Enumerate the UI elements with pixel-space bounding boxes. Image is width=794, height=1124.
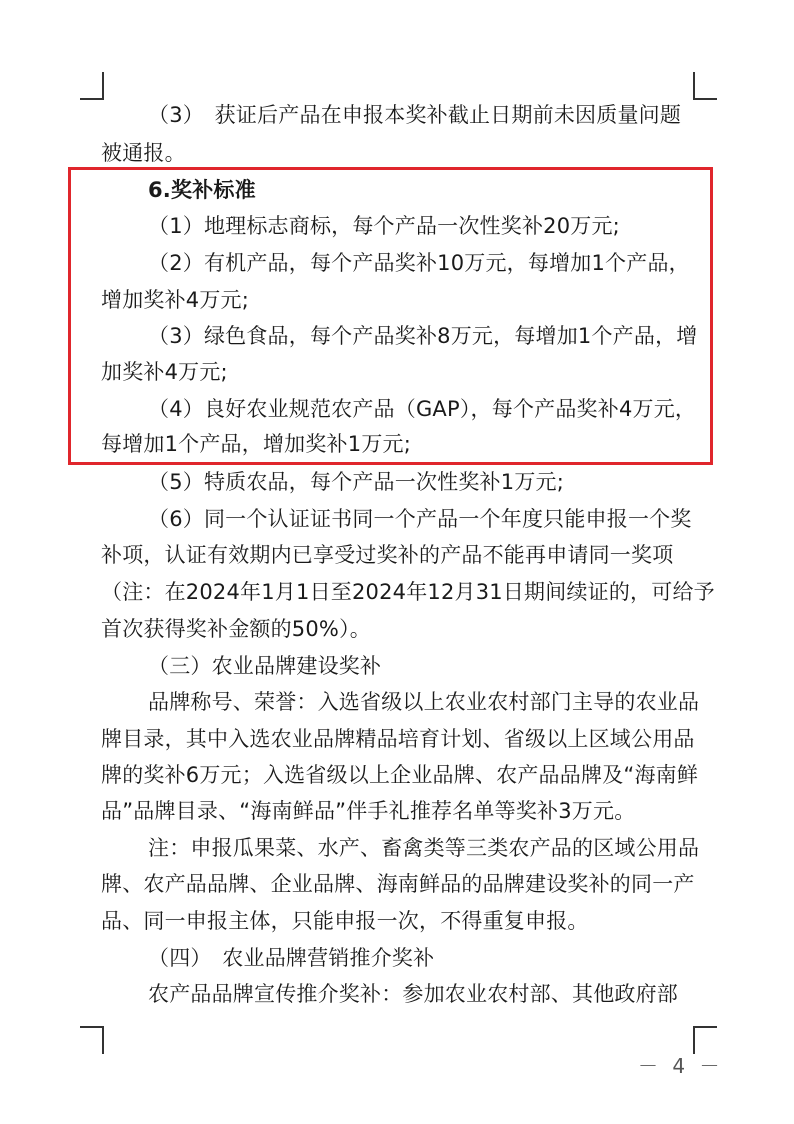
text-line: 被通报。 bbox=[101, 141, 186, 165]
crop-mark-top-right bbox=[693, 72, 717, 100]
text-line: （2）有机产品，每个产品奖补10万元，每增加1个产品， bbox=[148, 251, 690, 275]
crop-mark-bottom-left bbox=[80, 1026, 104, 1054]
text-line: （6）同一个认证证书同一个产品一个年度只能申报一个奖 bbox=[148, 507, 692, 531]
text-line: 农产品品牌宣传推介奖补：参加农业农村部、其他政府部 bbox=[148, 982, 678, 1006]
text-line: 首次获得奖补金额的50%）。 bbox=[101, 617, 371, 641]
text-line: 每增加1个产品，增加奖补1万元; bbox=[101, 432, 411, 456]
text-line: 增加奖补4万元; bbox=[101, 288, 250, 312]
crop-mark-top-left bbox=[80, 72, 104, 100]
text-line: 注：申报瓜果菜、水产、畜禽类等三类农产品的区域公用品 bbox=[148, 836, 700, 860]
text-line: 牌、农产品品牌、企业品牌、海南鲜品的品牌建设奖补的同一产 bbox=[101, 872, 695, 896]
text-line: （注：在2024年1月1日至2024年12月31日期间续证的，可给予 bbox=[101, 580, 715, 604]
section-heading: 6.奖补标准 bbox=[148, 178, 256, 202]
text-line: （3） 获证后产品在申报本奖补截止日期前未因质量问题 bbox=[148, 103, 682, 127]
text-line: 品、同一申报主体，只能申报一次，不得重复申报。 bbox=[101, 909, 589, 933]
page-number: － 4 － bbox=[638, 1054, 724, 1078]
text-line: 品”品牌目录、“海南鲜品”伴手礼推荐名单等奖补3万元。 bbox=[101, 799, 636, 823]
section-heading: （四） 农业品牌营销推介奖补 bbox=[148, 946, 435, 970]
text-line: （5）特质农品，每个产品一次性奖补1万元; bbox=[148, 470, 564, 494]
text-line: 加奖补4万元; bbox=[101, 360, 228, 384]
text-line: （3）绿色食品，每个产品奖补8万元，每增加1个产品，增 bbox=[148, 324, 698, 348]
text-line: 牌的奖补6万元；入选省级以上企业品牌、农产品品牌及“海南鲜 bbox=[101, 763, 699, 787]
text-line: （4）良好农业规范农产品（GAP），每个产品奖补4万元， bbox=[148, 397, 697, 421]
text-line: 品牌称号、荣誉：入选省级以上农业农村部门主导的农业品 bbox=[148, 690, 700, 714]
text-line: （1）地理标志商标，每个产品一次性奖补20万元; bbox=[148, 214, 620, 238]
text-line: 补项，认证有效期内已享受过奖补的产品不能再申请同一奖项 bbox=[101, 543, 674, 567]
highlight-box bbox=[68, 167, 713, 465]
section-heading: （三）农业品牌建设奖补 bbox=[148, 654, 382, 678]
text-line: 牌目录，其中入选农业品牌精品培育计划、省级以上区域公用品 bbox=[101, 727, 695, 751]
